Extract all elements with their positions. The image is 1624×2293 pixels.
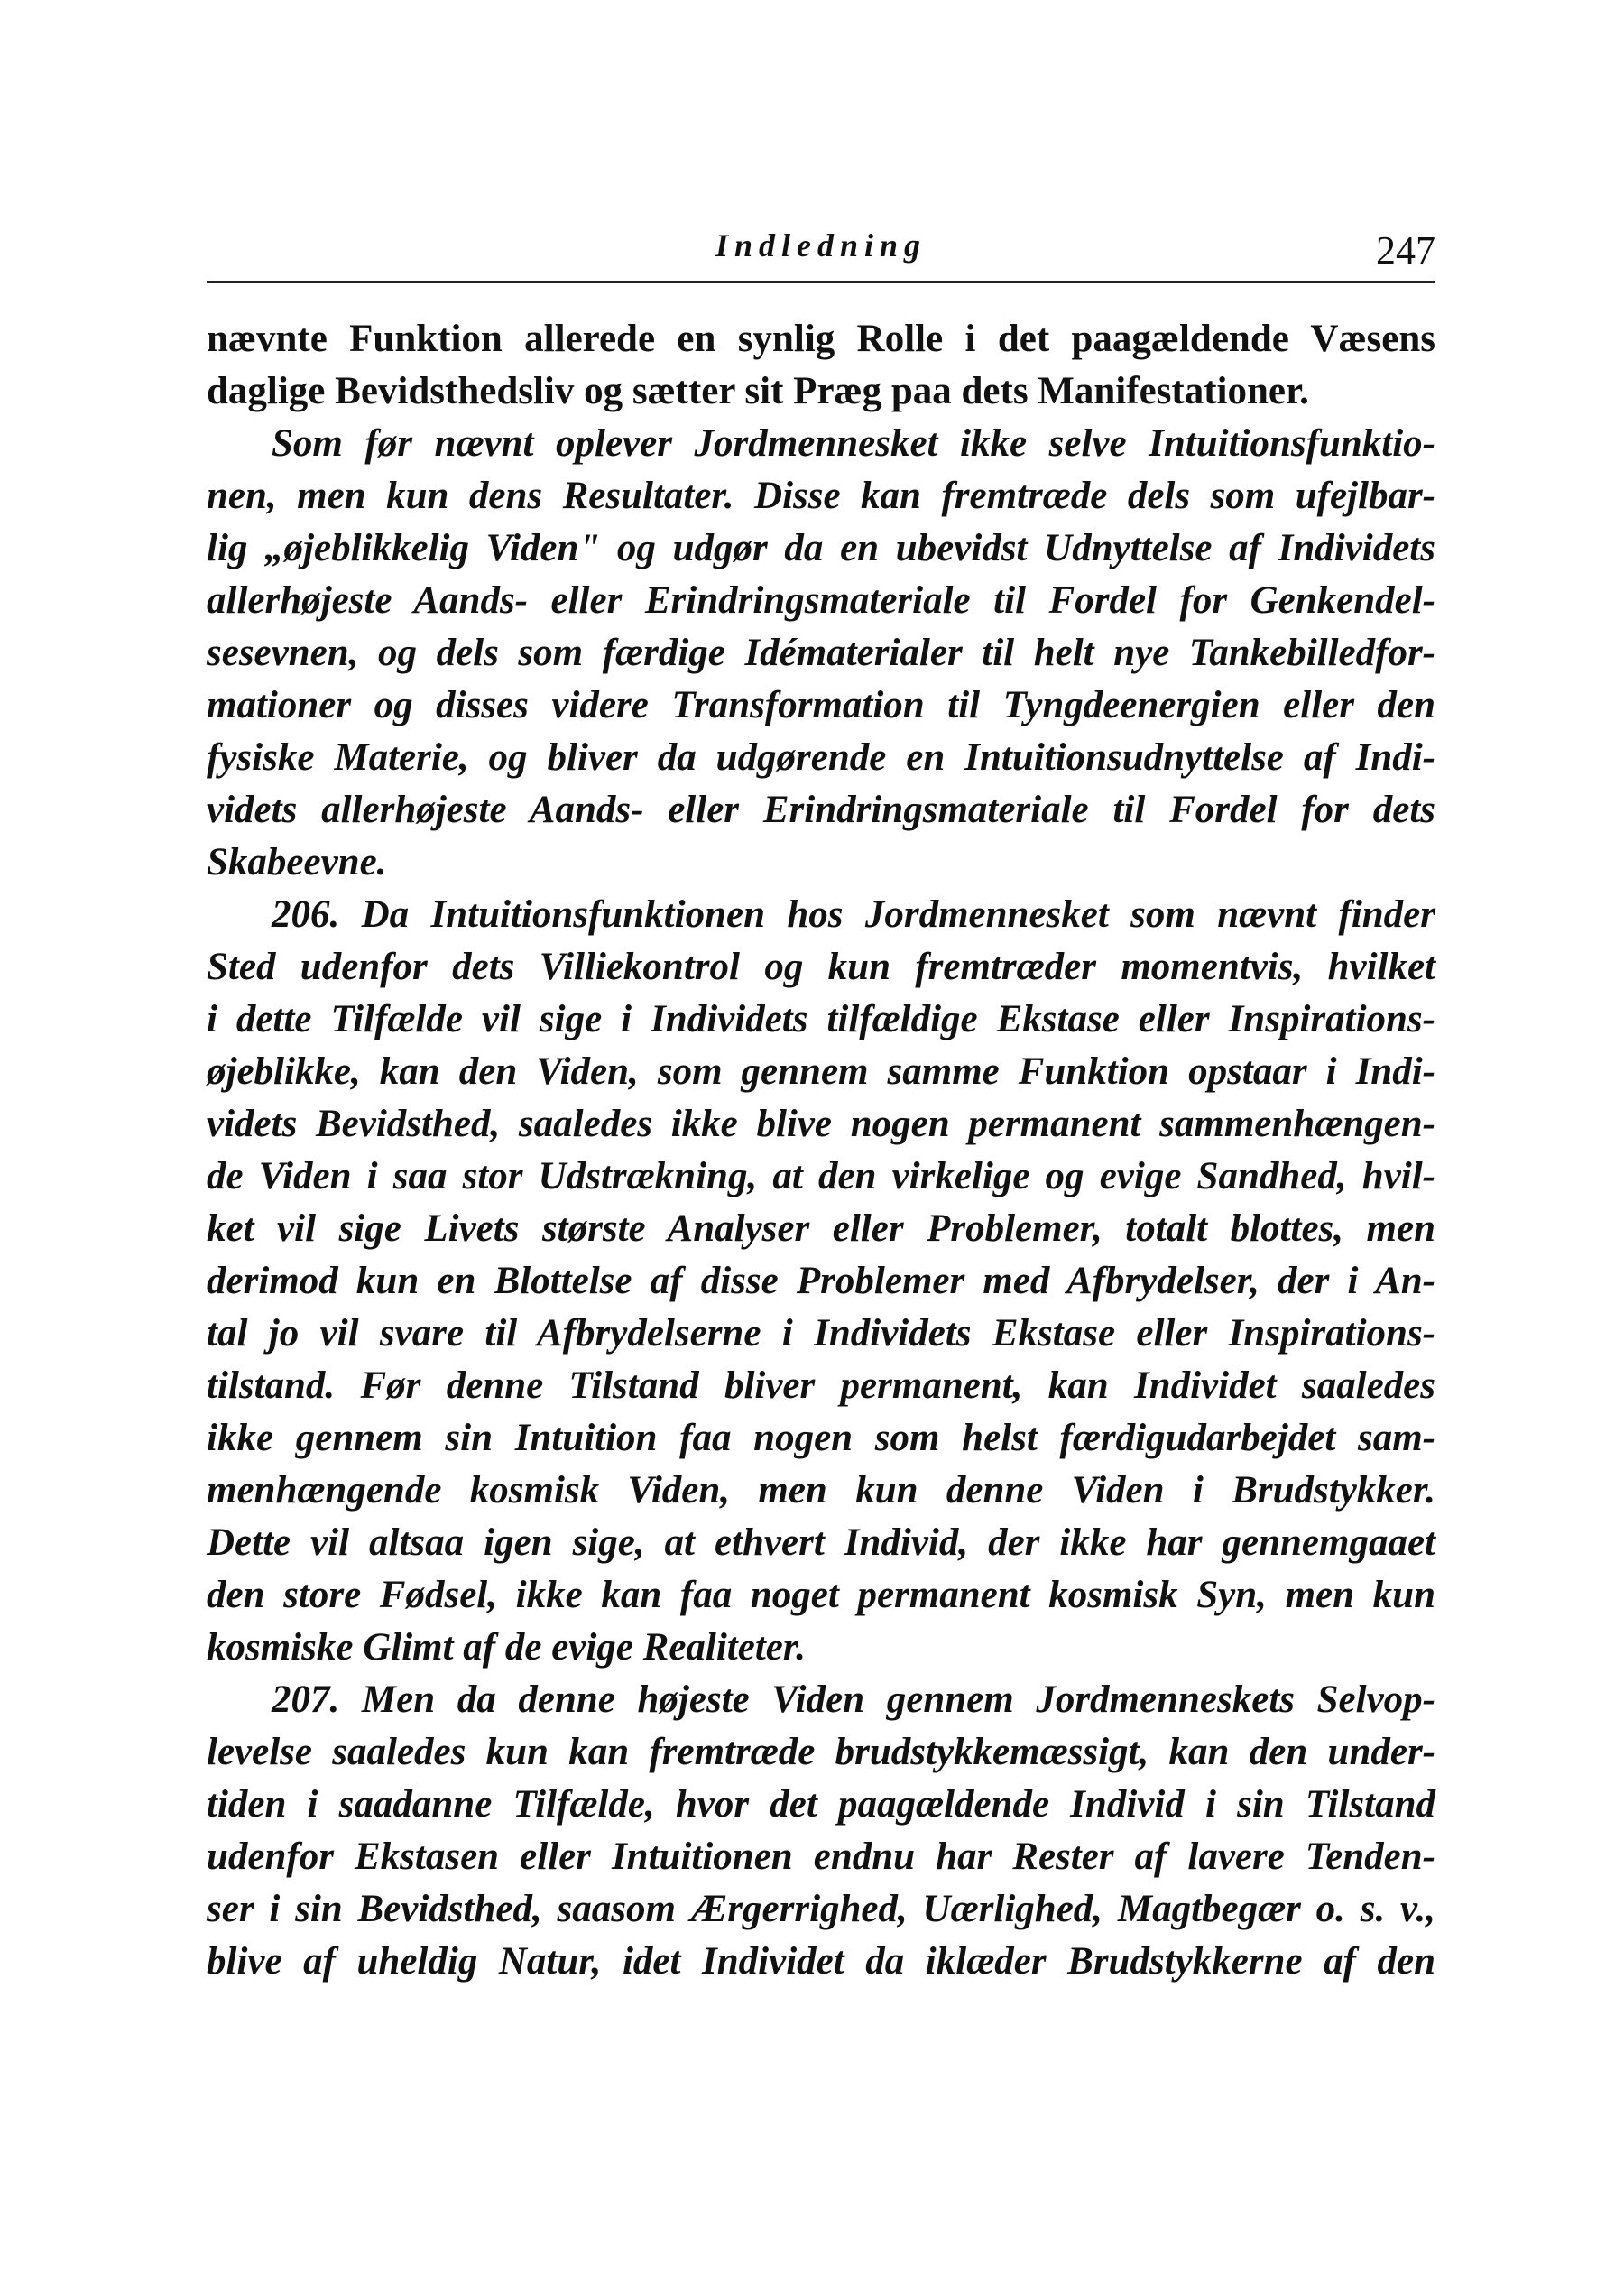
text-line: mationer og disses videre Transformation til Tyngdeenergien eller den [207, 684, 1435, 726]
text-line: tilstand. Før denne Tilstand bliver permanent, kan Individet saaledes [207, 1364, 1435, 1407]
text-line: kosmiske Glimt af de evige Realiteter. [207, 1626, 806, 1669]
page-number: 247 [1376, 228, 1435, 273]
text-line: videts allerhøjeste Aands- eller Erindringsmateriale til Fordel for dets [207, 789, 1435, 831]
text-line: fysiske Materie, og bliver da udgørende en Intuitionsudnyttelse af Indi- [207, 736, 1435, 779]
text-line: udenfor Ekstasen eller Intuitionen endnu har Rester af lavere Tenden- [207, 1835, 1435, 1878]
text-line: videts Bevidsthed, saaledes ikke blive nogen permanent sammenhængen- [207, 1103, 1435, 1145]
text-line: Sted udenfor dets Villiekontrol og kun fremtræder momentvis, hvilket [207, 946, 1435, 988]
text-line: daglige Bevidsthedsliv og sætter sit Præg paa dets Manifestationer. [207, 370, 1309, 412]
text-line: Som før nævnt oplever Jordmennesket ikke selve Intuitionsfunktio- [272, 422, 1435, 465]
text-line: 207. Men da denne højeste Viden gennem Jordmenneskets Selvop- [272, 1678, 1435, 1721]
text-line: i dette Tilfælde vil sige i Individets tilfældige Ekstase eller Inspirations- [207, 998, 1435, 1040]
header-rule [207, 281, 1435, 283]
text-line: nen, men kun dens Resultater. Disse kan fremtræde dels som ufejlbar- [207, 475, 1435, 517]
text-line: sesevnen, og dels som færdige Idématerialer til helt nye Tankebilledfor- [207, 632, 1435, 674]
text-line: tal jo vil svare til Afbrydelserne i Individets Ekstase eller Inspirations- [207, 1312, 1435, 1355]
text-line: lig „øjeblikkelig Viden" og udgør da en ubevidst Udnyttelse af Individets [207, 527, 1435, 569]
text-line: menhængende kosmisk Viden, men kun denne Viden i Brudstykker. [207, 1469, 1435, 1512]
text-line: ser i sin Bevidsthed, saasom Ærgerrighed, Uærlighed, Magtbegær o. s. v., [207, 1888, 1435, 1930]
text-line: 206. Da Intuitionsfunktionen hos Jordmennesket som nævnt finder [272, 893, 1435, 936]
text-line: den store Fødsel, ikke kan faa noget permanent kosmisk Syn, men kun [207, 1574, 1435, 1616]
text-line: levelse saaledes kun kan fremtræde brudstykkemæssigt, kan den under- [207, 1731, 1435, 1773]
text-line: tiden i saadanne Tilfælde, hvor det paagældende Individ i sin Tilstand [207, 1783, 1435, 1826]
text-line: Skabeevne. [207, 841, 387, 883]
page-header [207, 224, 1435, 278]
running-title: Indledning [715, 227, 927, 264]
text-line: øjeblikke, kan den Viden, som gennem samme Funktion opstaar i Indi- [207, 1050, 1435, 1093]
text-line: derimod kun en Blottelse af disse Problemer med Afbrydelser, der i An- [207, 1260, 1435, 1302]
text-line: blive af uheldig Natur, idet Individet da iklæder Brudstykkerne af den [207, 1940, 1435, 1983]
text-line: de Viden i saa stor Udstrækning, at den virkelige og evige Sandhed, hvil- [207, 1155, 1435, 1197]
text-line: nævnte Funktion allerede en synlig Rolle i det paagældende Væsens [207, 318, 1435, 360]
text-line: allerhøjeste Aands- eller Erindringsmateriale til Fordel for Genkendel- [207, 579, 1435, 622]
text-line: ket vil sige Livets største Analyser eller Problemer, totalt blottes, men [207, 1207, 1435, 1250]
text-line: Dette vil altsaa igen sige, at ethvert Individ, der ikke har gennemgaaet [207, 1521, 1435, 1564]
text-line: ikke gennem sin Intuition faa nogen som helst færdigudarbejdet sam- [207, 1417, 1435, 1459]
